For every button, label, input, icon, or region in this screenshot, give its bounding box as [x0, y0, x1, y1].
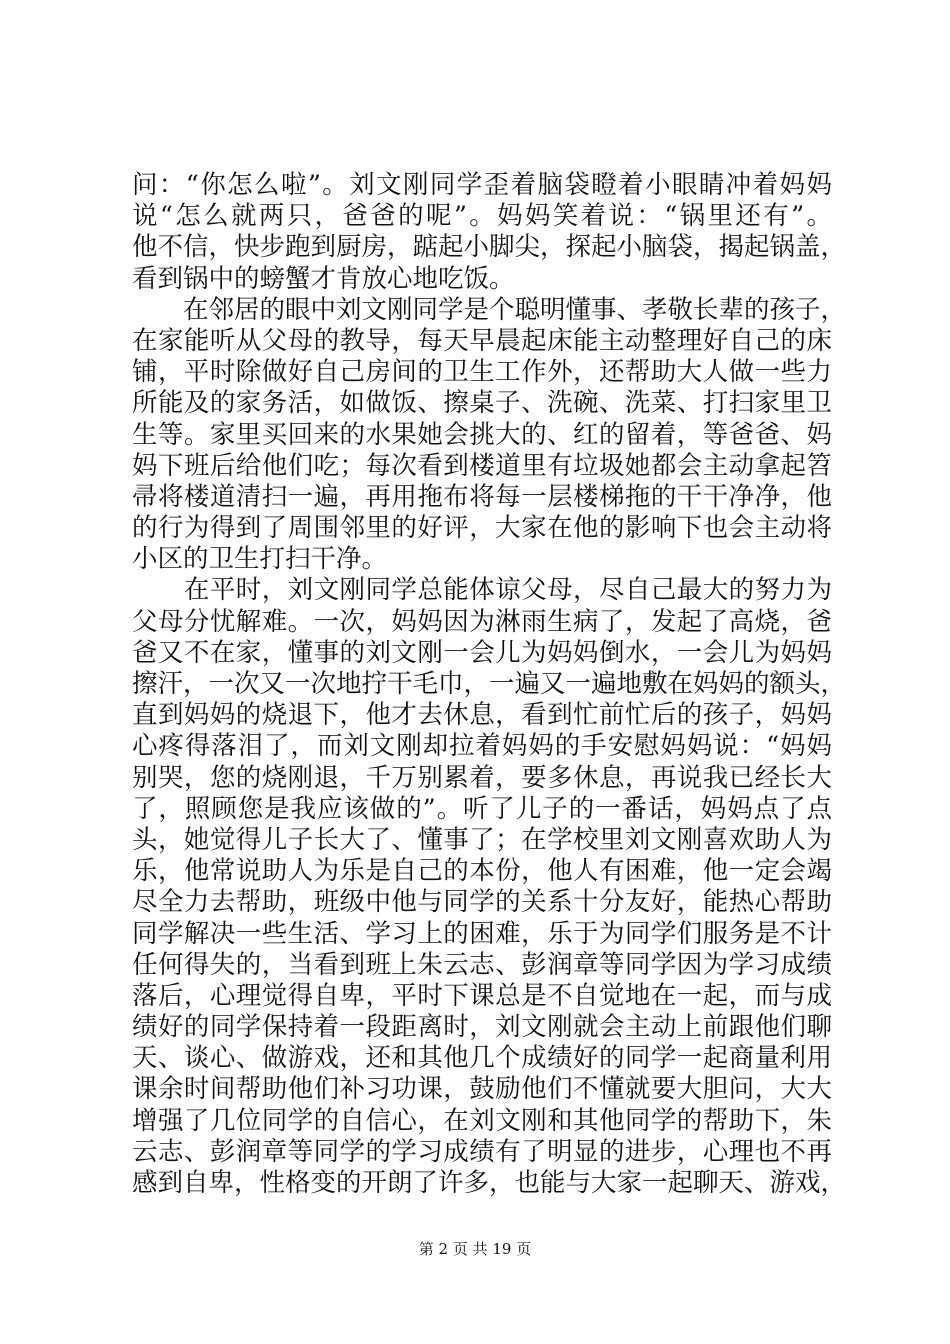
- text-line: 在家能听从父母的教导，每天早晨起床能主动整理好自己的床: [132, 325, 832, 356]
- text-line: 直到妈妈的烧退下，他才去休息，看到忙前忙后的孩子，妈妈: [132, 700, 832, 731]
- text-line: 他不信，快步跑到厨房，踮起小脚尖，探起小脑袋，揭起锅盖，: [132, 232, 847, 263]
- text-line: 增强了几位同学的自信心，在刘文刚和其他同学的帮助下，朱: [132, 1105, 832, 1136]
- text-line: 任何得失的，当看到班上朱云志、彭润章等同学因为学习成绩: [132, 949, 832, 980]
- text-line: 看到锅中的螃蟹才肯放心地吃饭。: [132, 263, 515, 294]
- paragraph-2: [132, 294, 847, 576]
- text-line: 别哭，您的烧刚退，千万别累着，要多休息，再说我已经长大: [132, 762, 832, 793]
- text-line: 帚将楼道清扫一遍，再用拖布将每一层楼梯拖的干干净净，他: [132, 481, 832, 512]
- text-line: 云志、彭润章等同学的学习成绩有了明显的进步，心理也不再: [132, 1136, 832, 1167]
- text-line: 说“怎么就两只，爸爸的呢”。妈妈笑着说：“锅里还有”。: [132, 201, 832, 232]
- text-line: 小区的卫生打扫干净。: [132, 544, 388, 575]
- text-line: 的行为得到了周围邻里的好评，大家在他的影响下也会主动将: [132, 513, 832, 544]
- text-line: 爸又不在家，懂事的刘文刚一会儿为妈妈倒水，一会儿为妈妈: [132, 637, 832, 668]
- text-line: 天、谈心、做游戏，还和其他几个成绩好的同学一起商量利用: [132, 1043, 832, 1074]
- text-line: 妈下班后给他们吃；每次看到楼道里有垃圾她都会主动拿起笤: [132, 450, 832, 481]
- text-line: 在邻居的眼中刘文刚同学是个聪明懂事、孝敬长辈的孩子，: [132, 294, 847, 325]
- paragraph-1: [132, 170, 847, 295]
- text-line: 铺，平时除做好自己房间的卫生工作外，还帮助大人做一些力: [132, 357, 832, 388]
- text-line: 乐，他常说助人为乐是自己的本份，他人有困难，他一定会竭: [132, 856, 832, 887]
- text-line: 所能及的家务活，如做饭、擦桌子、洗碗、洗菜、打扫家里卫: [132, 388, 832, 419]
- text-line: 尽全力去帮助，班级中他与同学的关系十分友好，能热心帮助: [132, 887, 832, 918]
- text-line: 头，她觉得儿子长大了、懂事了；在学校里刘文刚喜欢助人为: [132, 824, 832, 855]
- text-line: 父母分忧解难。一次，妈妈因为淋雨生病了，发起了高烧，爸: [132, 606, 832, 637]
- text-line: 落后，心理觉得自卑，平时下课总是不自觉地在一起，而与成: [132, 980, 832, 1011]
- text-line: 了，照顾您是我应该做的”。听了儿子的一番话，妈妈点了点: [132, 793, 832, 824]
- text-line: 感到自卑，性格变的开朗了许多，也能与大家一起聊天、游戏，: [132, 1168, 847, 1198]
- page-number-footer: 第 2 页 共 19 页: [418, 1240, 532, 1258]
- text-line: 心疼得落泪了，而刘文刚却拉着妈妈的手安慰妈妈说：“妈妈: [132, 731, 832, 762]
- text-line: 在平时，刘文刚同学总能体谅父母，尽自己最大的努力为: [132, 575, 832, 606]
- paragraph-3: [132, 575, 847, 1199]
- text-line: 同学解决一些生活、学习上的困难，乐于为同学们服务是不计: [132, 918, 832, 949]
- text-line: 课余时间帮助他们补习功课，鼓励他们不懂就要大胆问，大大: [132, 1074, 832, 1105]
- body-text: [132, 170, 847, 1199]
- text-line: 绩好的同学保持着一段距离时，刘文刚就会主动上前跟他们聊: [132, 1012, 832, 1043]
- text-line: 擦汗，一次又一次地拧干毛巾，一遍又一遍地敷在妈妈的额头，: [132, 669, 847, 699]
- text-line: 生等。家里买回来的水果她会挑大的、红的留着，等爸爸、妈: [132, 419, 832, 450]
- text-line: 问：“你怎么啦”。刘文刚同学歪着脑袋瞪着小眼睛冲着妈妈: [132, 170, 832, 200]
